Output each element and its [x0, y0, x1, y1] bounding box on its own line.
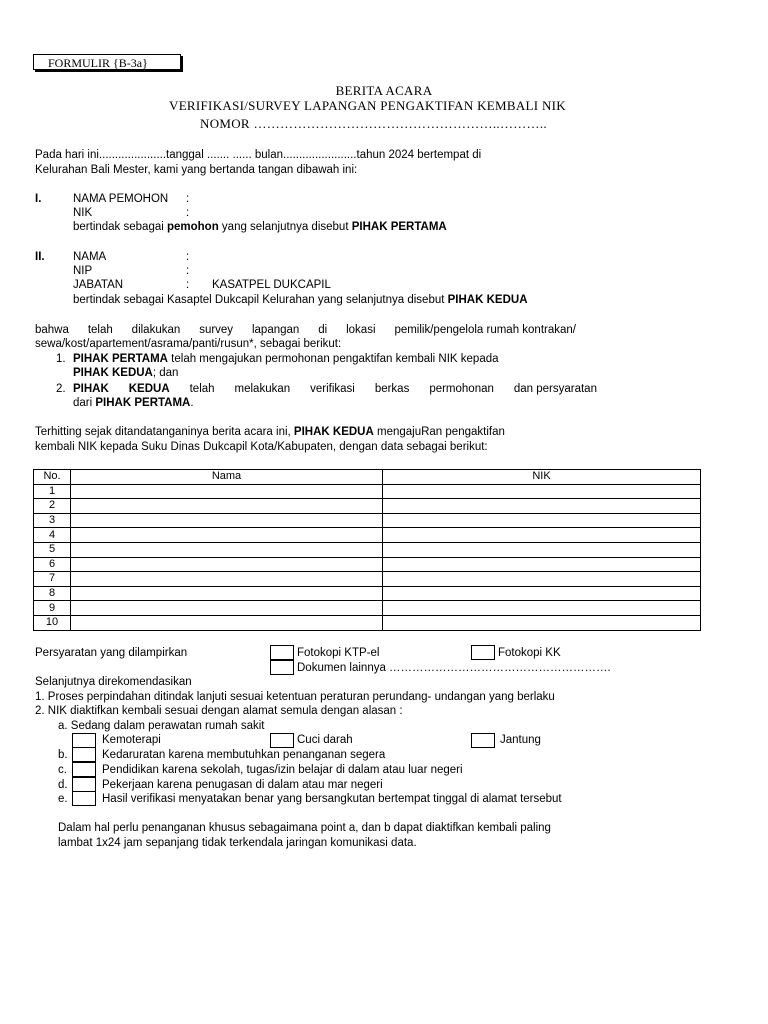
rekomendasi-heading: Selanjutnya direkomendasikan	[35, 676, 192, 688]
table-row	[34, 557, 701, 572]
table-header-no: No.	[34, 470, 71, 485]
party-1-description: bertindak sebagai pemohon yang selanjutnya disebut PIHAK PERTAMA	[73, 221, 447, 233]
party-2-nip-colon: :	[186, 265, 190, 277]
reason-a: a. Sedang dalam perawatan rumah sakit	[58, 720, 265, 732]
table-header-nik: NIK	[383, 470, 701, 485]
row-number: 6	[34, 557, 71, 572]
persyaratan-label: Persyaratan yang dilampirkan	[35, 647, 188, 659]
reason-b-letter: b.	[58, 749, 68, 761]
party-1-name-label: NAMA PEMOHON	[73, 193, 169, 205]
reason-c: Pendidikan karena sekolah, tugas/izin belajar di dalam atau luar negeri	[102, 764, 463, 776]
survey-item-1-number: 1.	[56, 353, 66, 365]
intro-line-1: Pada hari ini.....................tanggal ....... ...... bulan.......................tahun 2024 bertempat di	[35, 149, 482, 161]
party-2-name-label: NAMA	[73, 251, 107, 263]
title-nomor: NOMOR ………………………………………………..………..	[200, 116, 547, 131]
nik-cell[interactable]	[383, 513, 701, 528]
party-2-jabatan-colon: :	[186, 279, 190, 291]
party-1-number: I.	[35, 193, 42, 205]
survey-line-2: sewa/kost/apartement/asrama/panti/rusun*, sebagai berikut:	[35, 338, 342, 350]
cuci-darah-label: Cuci darah	[297, 734, 353, 746]
row-number: 2	[34, 499, 71, 514]
party-2-number: II.	[35, 251, 45, 263]
survey-item-1-cont: PIHAK KEDUA; dan	[73, 367, 179, 379]
survey-item-2: PIHAK KEDUA telah melakukan verifikasi berkas permohonan dan persyaratan	[73, 383, 597, 395]
table-row	[34, 615, 701, 630]
reason-b: Kedaruratan karena membutuhkan penanganan segera	[102, 749, 386, 761]
nama-cell[interactable]	[71, 528, 383, 543]
row-number: 4	[34, 528, 71, 543]
nik-cell[interactable]	[383, 572, 701, 587]
nik-cell[interactable]	[383, 499, 701, 514]
reason-e-checkbox[interactable]	[72, 791, 96, 806]
table-row	[34, 586, 701, 601]
kk-checkbox[interactable]	[471, 645, 495, 660]
reason-b-checkbox[interactable]	[72, 747, 96, 762]
table-row	[34, 513, 701, 528]
table-row	[34, 484, 701, 499]
nama-cell[interactable]	[71, 557, 383, 572]
reason-c-checkbox[interactable]	[72, 762, 96, 777]
row-number: 10	[34, 615, 71, 630]
row-number: 1	[34, 484, 71, 499]
party-1-name-colon: :	[186, 193, 190, 205]
table-row	[34, 601, 701, 616]
survey-item-2-number: 2.	[56, 383, 66, 395]
nik-cell[interactable]	[383, 601, 701, 616]
closing-line-2: lambat 1x24 jam sepanjang tidak terkendala jaringan komunikasi data.	[58, 837, 417, 849]
reason-e-letter: e.	[58, 793, 68, 805]
form-code-box	[33, 54, 181, 70]
kemoterapi-checkbox[interactable]	[72, 733, 96, 748]
closing-line-1: Dalam hal perlu penanganan khusus sebagaimana point a, dan b dapat diaktifkan kembali paling	[58, 822, 551, 834]
survey-item-2-cont: dari PIHAK PERTAMA.	[73, 397, 194, 409]
reason-d: Pekerjaan karena penugasan di dalam atau mar negeri	[102, 779, 383, 791]
table-row	[34, 499, 701, 514]
nik-cell[interactable]	[383, 484, 701, 499]
row-number: 9	[34, 601, 71, 616]
table-row	[34, 528, 701, 543]
nama-cell[interactable]	[71, 542, 383, 557]
row-number: 7	[34, 572, 71, 587]
row-number: 3	[34, 513, 71, 528]
terhitung-line-1: Terhitting sejak ditandatanganinya berita acara ini, PIHAK KEDUA mengajuRan pengaktifan	[35, 426, 505, 438]
terhitung-line-2: kembali NIK kepada Suku Dinas Dukcapil Kota/Kabupaten, dengan data sebagai berikut:	[35, 441, 488, 453]
party-2-description: bertindak sebagai Kasaptel Dukcapil Kelurahan yang selanjutnya disebut PIHAK KEDUA	[73, 294, 528, 306]
reason-c-letter: c.	[58, 764, 67, 776]
table-row	[34, 542, 701, 557]
party-2-nip-label: NIP	[73, 265, 93, 277]
nama-cell[interactable]	[71, 601, 383, 616]
form-code: FORMULIR {B-3a}	[48, 56, 148, 70]
rekomendasi-item-1: 1. Proses perpindahan ditindak lanjuti sesuai ketentuan peraturan perundang- undangan yang berlaku	[35, 691, 555, 703]
nama-cell[interactable]	[71, 513, 383, 528]
table-header-row	[34, 470, 701, 485]
party-2-jabatan-value: KASATPEL DUKCAPIL	[212, 279, 331, 291]
reason-d-letter: d.	[58, 779, 68, 791]
rekomendasi-item-2: 2. NIK diaktifkan kembali sesuai dengan alamat semula dengan alasan :	[35, 705, 403, 717]
party-1-nik-label: NIK	[73, 207, 93, 219]
party-2-jabatan-label: JABATAN	[73, 279, 124, 291]
survey-item-1: PIHAK PERTAMA telah mengajukan permohonan pengaktifan kembali NIK kepada	[73, 353, 499, 365]
nik-cell[interactable]	[383, 615, 701, 630]
nik-cell[interactable]	[383, 586, 701, 601]
ktp-label: Fotokopi KTP-el	[297, 647, 380, 659]
nik-cell[interactable]	[383, 557, 701, 572]
cuci-darah-checkbox[interactable]	[270, 733, 294, 748]
jantung-label: Jantung	[500, 734, 541, 746]
dokumen-lainnya-label: Dokumen lainnya ………………………………………………….	[297, 662, 611, 674]
nik-cell[interactable]	[383, 542, 701, 557]
title-line-2: VERIFIKASI/SURVEY LAPANGAN PENGAKTIFAN KEMBALI NIK	[169, 98, 566, 113]
kemoterapi-label: Kemoterapi	[102, 734, 161, 746]
row-number: 8	[34, 586, 71, 601]
jantung-checkbox[interactable]	[471, 733, 495, 748]
title-line-1: BERITA ACARA	[335, 83, 433, 98]
reason-d-checkbox[interactable]	[72, 777, 96, 792]
nama-cell[interactable]	[71, 572, 383, 587]
nama-cell[interactable]	[71, 615, 383, 630]
table-header-nama: Nama	[71, 470, 383, 485]
party-1-nik-colon: :	[186, 207, 190, 219]
intro-line-2: Kelurahan Bali Mester, kami yang bertanda tangan dibawah ini:	[35, 164, 358, 176]
data-table	[33, 469, 701, 631]
nama-cell[interactable]	[71, 499, 383, 514]
ktp-checkbox[interactable]	[270, 645, 294, 660]
dokumen-lainnya-checkbox[interactable]	[270, 660, 294, 675]
reason-e: Hasil verifikasi menyatakan benar yang bersangkutan bertempat tinggal di alamat tersebut	[102, 793, 562, 805]
nik-cell[interactable]	[383, 528, 701, 543]
kk-label: Fotokopi KK	[498, 647, 561, 659]
row-number: 5	[34, 542, 71, 557]
nama-cell[interactable]	[71, 586, 383, 601]
nama-cell[interactable]	[71, 484, 383, 499]
party-2-name-colon: :	[186, 251, 190, 263]
table-row	[34, 572, 701, 587]
survey-line-1: bahwa telah dilakukan survey lapangan di lokasi pemilik/pengelola rumah kontrakan/	[35, 324, 576, 336]
